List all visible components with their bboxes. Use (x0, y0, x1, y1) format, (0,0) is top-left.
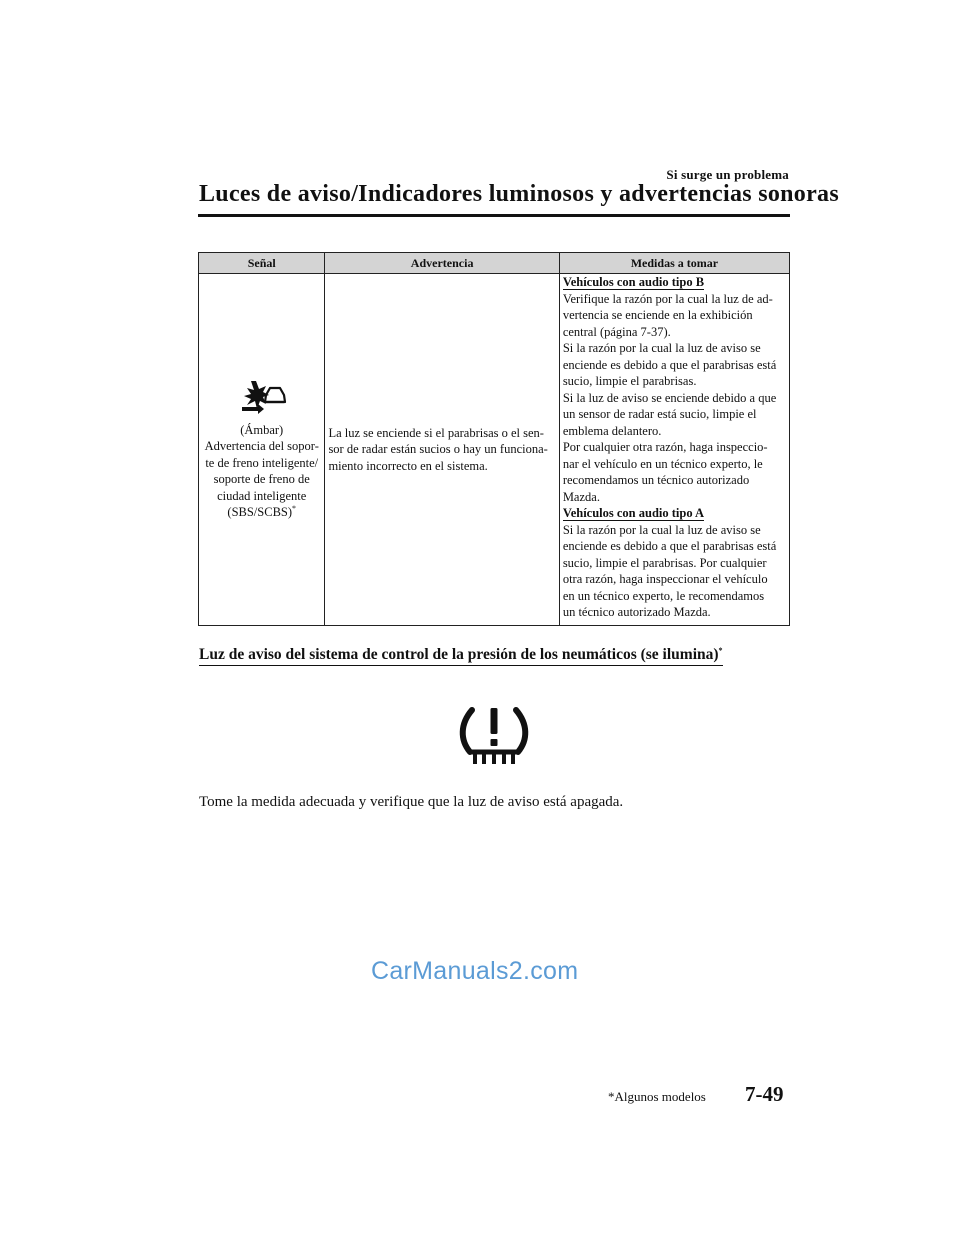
warning-line: miento incorrecto en el sistema. (328, 458, 488, 473)
action-line: Si la razón por la cual la luz de aviso se (562, 341, 761, 355)
warning-table (198, 252, 790, 626)
action-line: Mazda. (562, 489, 600, 504)
signal-line: te de freno inteligente/ (205, 455, 319, 470)
action-line: sucio, limpie el parabrisas. Por cualquier (562, 555, 767, 570)
footnote-text: *Algunos modelos (608, 1089, 706, 1104)
warning-line: sor de radar están sucios o hay un funciona- (328, 442, 548, 456)
action-line: recomendamos un técnico autorizado (562, 473, 750, 487)
action-line: sucio, limpie el parabrisas. (562, 374, 697, 388)
header-signal: Señal (199, 253, 325, 274)
header-warning: Advertencia (325, 253, 559, 274)
signal-line-text: (SBS/SCBS) (227, 505, 293, 520)
section-heading-text: Luz de aviso del sistema de control de la presión de los neumáticos (se ilumina) (199, 646, 719, 663)
body-text: Tome la medida adecuada y verifique que la luz de aviso está apagada. (199, 794, 624, 810)
signal-line: ciudad inteligente (217, 488, 307, 503)
signal-line: (Ámbar) (240, 422, 284, 437)
page-title: Luces de aviso/Indicadores luminosos y advertencias sonoras (199, 181, 839, 207)
table-row (199, 274, 790, 626)
table-header-row (199, 253, 790, 274)
action-line: un sensor de radar está sucio, limpie el (562, 407, 757, 421)
action-a-heading: Vehículos con audio tipo A (562, 506, 705, 520)
signal-line-last (201, 504, 322, 521)
action-line: enciende es debido a que el parabrisas está (562, 539, 777, 553)
action-line: vertencia se enciende en la exhibición (562, 308, 753, 322)
action-line: Si la razón por la cual la luz de aviso se (562, 522, 761, 537)
tire-pressure-warning-icon (458, 702, 530, 768)
action-line: un técnico autorizado Mazda. (562, 605, 711, 619)
action-cell (559, 274, 789, 626)
action-line: en un técnico experto, le recomendamos (562, 588, 765, 603)
watermark-logo: CarManuals2.com (371, 957, 579, 985)
action-line: Por cualquier otra razón, haga inspeccio- (562, 440, 768, 454)
section-heading (199, 646, 723, 666)
action-line: enciende es debido a que el parabrisas está (562, 357, 777, 372)
page-number: 7-49 (745, 1082, 784, 1106)
footnote-mark: * (292, 504, 297, 514)
action-line: otra razón, haga inspeccionar el vehículo (562, 572, 768, 586)
signal-cell (199, 274, 325, 626)
action-b-heading: Vehículos con audio tipo B (562, 275, 705, 289)
warning-cell (325, 274, 559, 626)
action-line: Verifique la razón por la cual la luz de ad- (562, 291, 773, 306)
title-rule (198, 214, 790, 217)
signal-line: soporte de freno de (213, 472, 310, 487)
section-label: Si surge un problema (666, 167, 789, 182)
header-action: Medidas a tomar (559, 253, 789, 274)
warning-line: La luz se enciende si el parabrisas o el sen- (328, 425, 544, 440)
action-line: emblema delantero. (562, 423, 662, 438)
action-line: central (página 7-37). (562, 324, 671, 339)
action-line: nar el vehículo en un técnico experto, le (562, 456, 763, 471)
footnote-mark: * (718, 645, 723, 655)
action-line: Si la luz de aviso se enciende debido a que (562, 390, 777, 405)
sbs-warning-icon (236, 378, 288, 416)
signal-line: Advertencia del sopor- (204, 439, 319, 454)
